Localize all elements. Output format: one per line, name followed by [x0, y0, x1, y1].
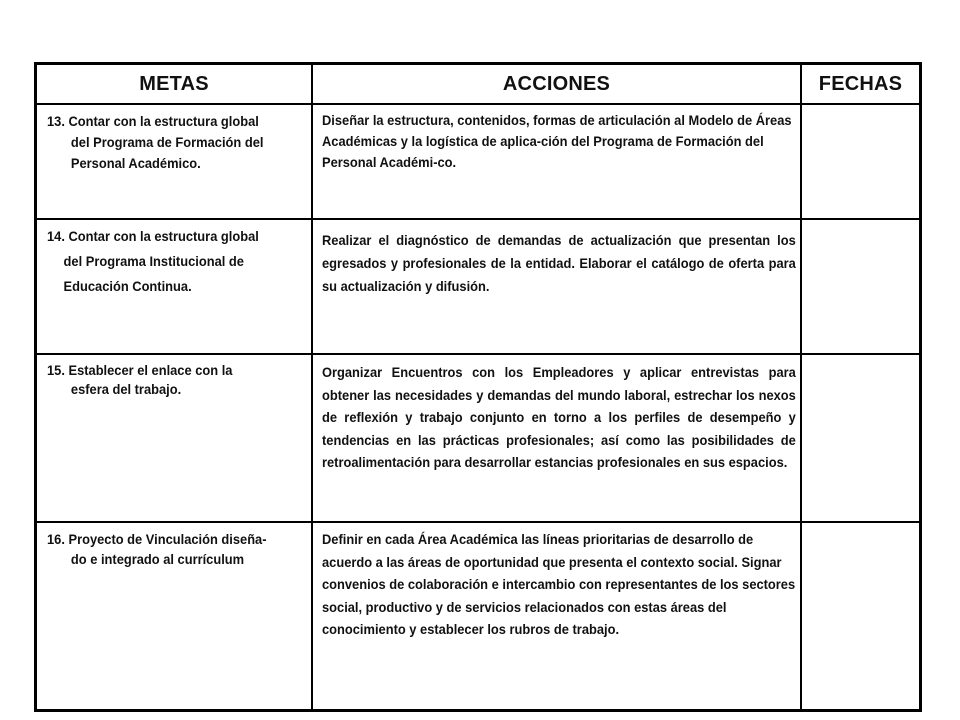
accion-cell — [313, 355, 802, 521]
table-row — [37, 355, 919, 523]
meta-line: del Programa de Formación del — [70, 134, 264, 150]
meta-cell — [37, 523, 313, 709]
meta-line: 13. Contar con la estructura global — [47, 113, 259, 129]
meta-cell — [37, 105, 313, 218]
meta-cell — [37, 355, 313, 521]
meta-line: do e integrado al currículum — [70, 551, 245, 567]
fecha-cell — [802, 220, 919, 353]
meta-cell — [37, 220, 313, 353]
fecha-cell — [802, 355, 919, 521]
table-header-row — [37, 65, 919, 105]
meta-text — [47, 111, 305, 174]
accion-cell — [313, 105, 802, 218]
table-row — [37, 105, 919, 220]
meta-line: 16. Proyecto de Vinculación diseña- — [47, 531, 267, 547]
meta-line: 15. Establecer el enlace con la — [47, 362, 233, 378]
meta-text — [47, 361, 305, 399]
meta-text — [47, 529, 305, 569]
accion-cell — [313, 523, 802, 709]
meta-text — [47, 226, 305, 297]
accion-text: Definir en cada Área Académica las líneas prioritarias de desarrollo de acuerdo a las áreas de oportunidad que presenta el contexto social. Signar convenios de colaboración e intercambio con representantes de los sectores social, productivo y de servicios relacionados con estas áreas del conocimiento y establecer los rubros de trabajo. — [322, 531, 796, 637]
meta-line: del Programa Institucional de — [63, 253, 244, 269]
meta-line: 14. Contar con la estructura global — [47, 228, 259, 244]
header-fechas: FECHAS — [818, 72, 903, 95]
table-row — [37, 220, 919, 355]
meta-line: Personal Académico. — [70, 155, 201, 171]
header-acciones: ACCIONES — [313, 65, 802, 103]
header-metas: METAS — [37, 65, 313, 103]
fecha-cell — [802, 105, 919, 218]
accion-cell — [313, 220, 802, 353]
meta-line: Educación Continua. — [63, 278, 192, 294]
accion-text: Organizar Encuentros con los Empleadores y aplicar entrevistas para obtener las necesidades y demandas del mundo laboral, estrechar los nexos de reflexión y trabajo conjunto en torno a los perfiles de desempeño y tendencias en las prácticas profesionales; así como las posibilidades de retroalimentación para desarrollar estancias profesionales en sus espacios. — [322, 364, 796, 470]
accion-text: Realizar el diagnóstico de demandas de actualización que presentan los egresados y profesionales de la entidad. Elaborar el catálogo de oferta para su actualización y difusión. — [322, 232, 796, 294]
accion-text: Diseñar la estructura, contenidos, formas de articulación al Modelo de Áreas Académicas y la logística de aplica-ción del Programa de Formación del Personal Académi-co. — [322, 112, 792, 170]
meta-line: esfera del trabajo. — [70, 381, 182, 397]
table-row — [37, 523, 919, 709]
goals-table — [34, 62, 922, 712]
fecha-cell — [802, 523, 919, 709]
